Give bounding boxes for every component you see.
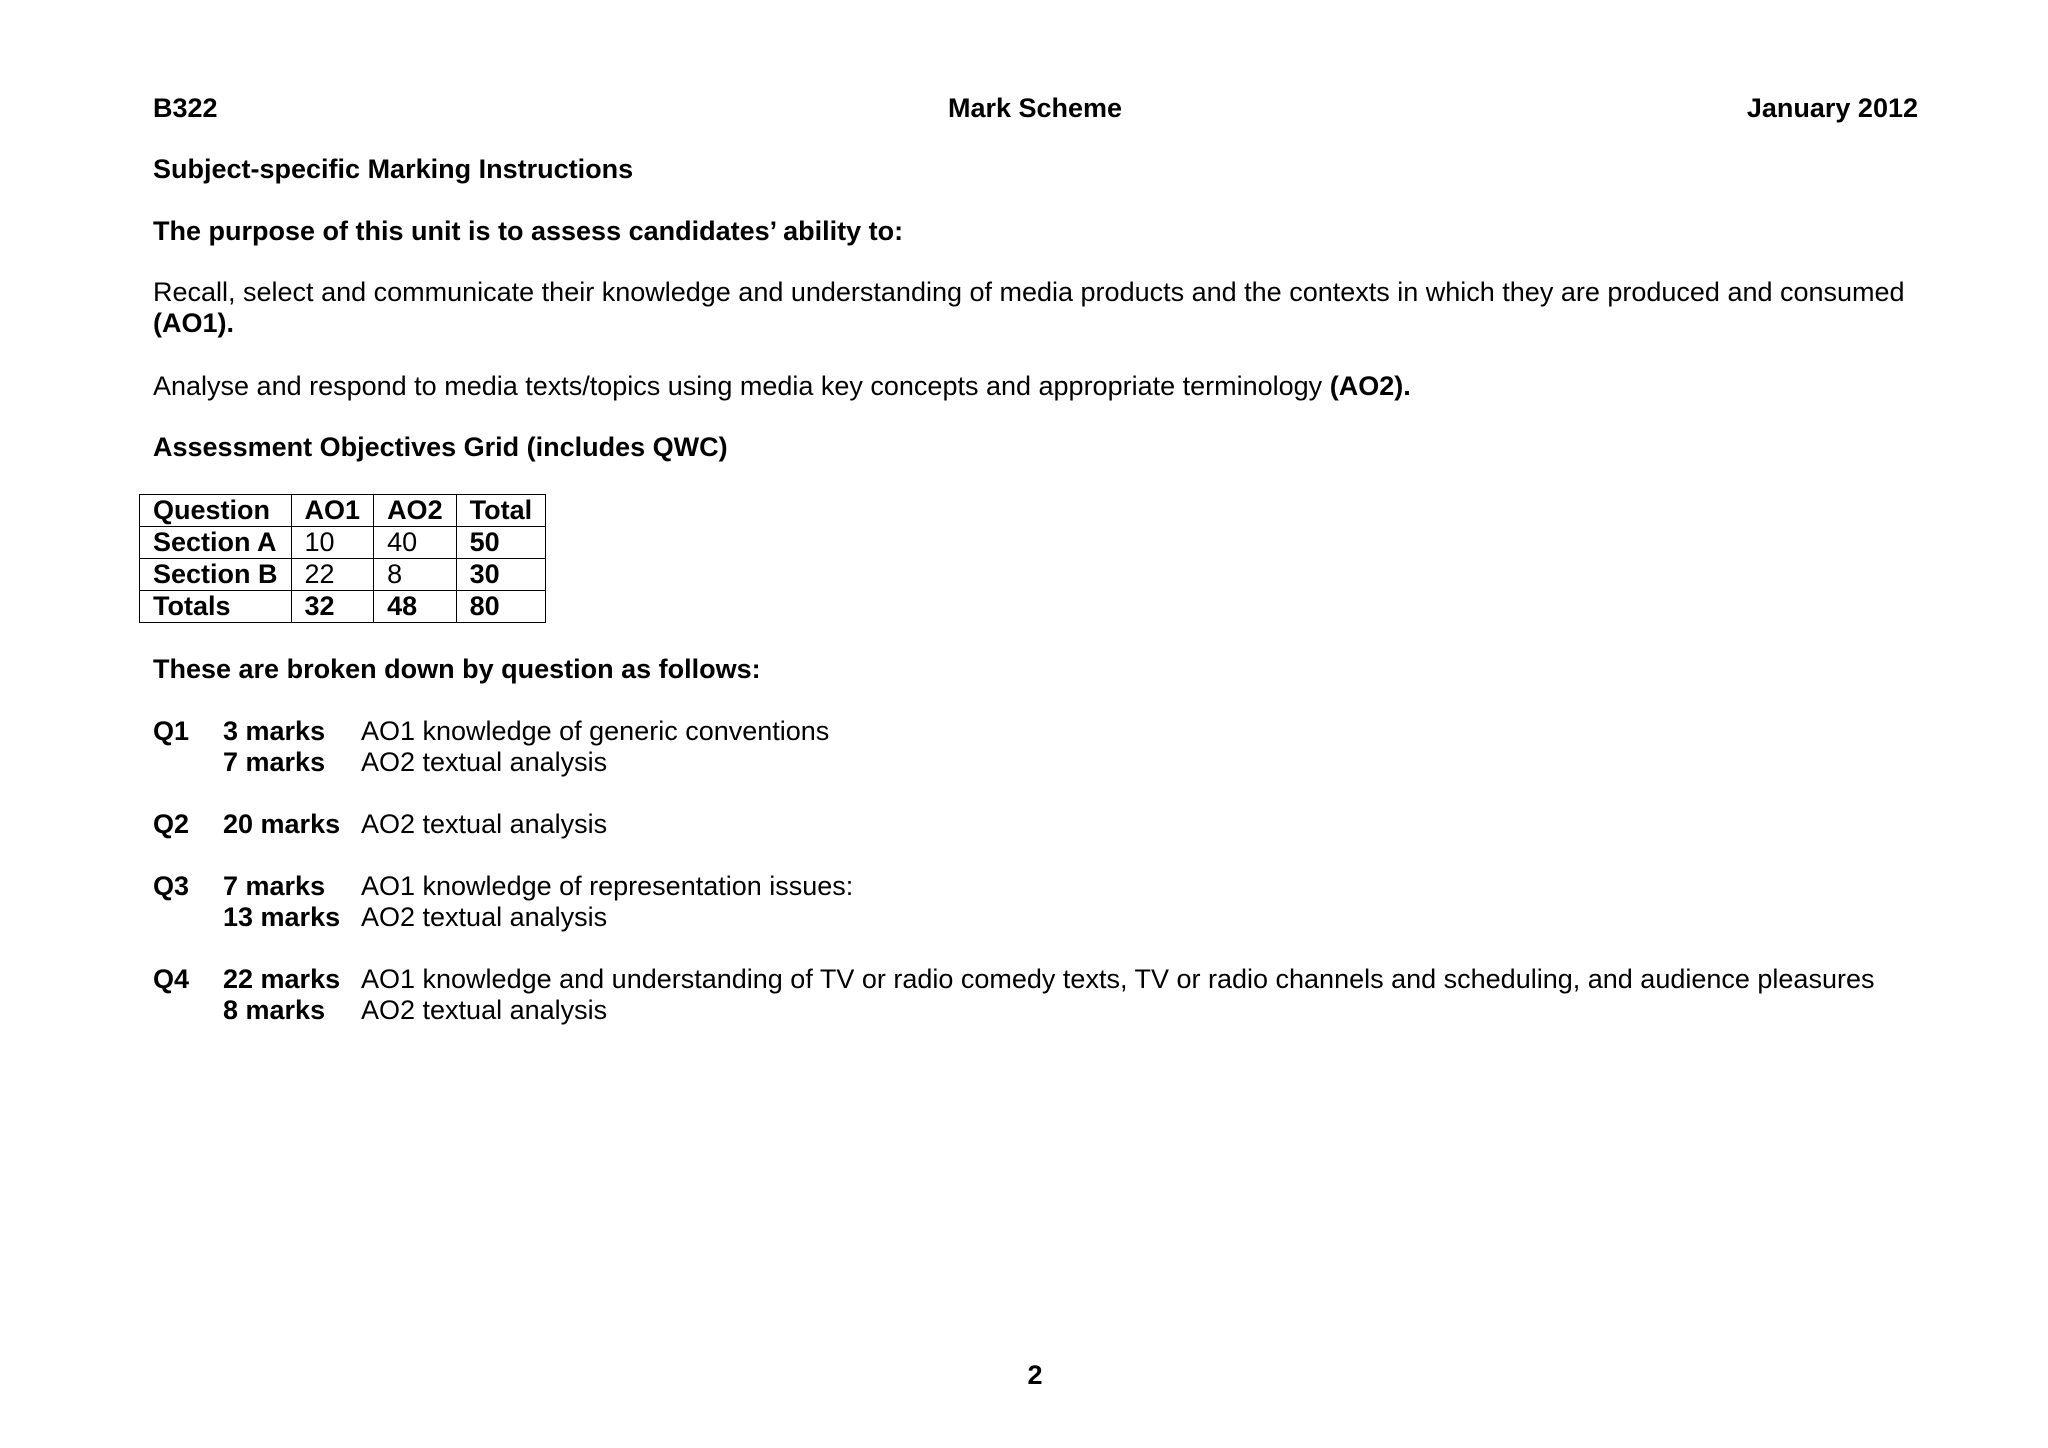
question-label: Q2	[153, 809, 190, 839]
grid-total-cell: 48	[374, 591, 457, 623]
grid-header-cell: AO2	[374, 495, 457, 527]
grid-total-cell: 32	[291, 591, 374, 623]
purpose-heading: The purpose of this unit is to assess candidates’ ability to:	[153, 216, 904, 246]
question-marks: 7 marks	[223, 747, 326, 777]
header-code: B322	[153, 93, 218, 123]
question-desc: AO2 textual analysis	[361, 809, 608, 839]
question-marks: 3 marks	[223, 716, 326, 746]
question-marks: 20 marks	[223, 809, 341, 839]
question-desc: AO2 textual analysis	[361, 995, 608, 1025]
question-label: Q1	[153, 716, 190, 746]
objective-ao2-code: (AO2).	[1329, 371, 1411, 401]
grid-row-section-b	[140, 559, 546, 591]
question-marks: 7 marks	[223, 871, 326, 901]
breakdown-heading: These are broken down by question as follows:	[153, 654, 761, 684]
grid-cell: 8	[374, 559, 457, 591]
grid-row-label: Section B	[140, 559, 292, 591]
grid-heading: Assessment Objectives Grid (includes QWC)	[153, 432, 728, 462]
grid-header-cell: Total	[456, 495, 546, 527]
grid-total-cell: 30	[456, 559, 546, 591]
header-date: January 2012	[1746, 93, 1918, 123]
page-number: 2	[1027, 1360, 1043, 1390]
objective-ao2-text: Analyse and respond to media texts/topics using media key concepts and appropriate terminology	[153, 371, 1323, 401]
grid-cell: 10	[291, 527, 374, 559]
header-title: Mark Scheme	[947, 93, 1123, 123]
question-marks: 13 marks	[223, 902, 341, 932]
question-desc: AO2 textual analysis	[361, 747, 608, 777]
question-marks: 22 marks	[223, 964, 341, 994]
grid-row-section-a	[140, 527, 546, 559]
question-desc: AO1 knowledge and understanding of TV or radio comedy texts, TV or radio channels and scheduling, and audience pleasures	[361, 964, 1875, 994]
objective-ao1-text: Recall, select and communicate their knowledge and understanding of media products and the contexts in which they are produced and consumed	[153, 277, 1905, 307]
objective-ao1-code: (AO1).	[153, 308, 234, 338]
objective-ao1	[153, 277, 1933, 339]
grid-header-row	[140, 495, 546, 527]
assessment-objectives-grid	[139, 494, 546, 623]
question-label: Q3	[153, 871, 190, 901]
subject-heading: Subject-specific Marking Instructions	[153, 154, 634, 184]
grid-cell: 22	[291, 559, 374, 591]
grid-header-cell: Question	[140, 495, 292, 527]
grid-row-label: Totals	[140, 591, 292, 623]
question-desc: AO1 knowledge of generic conventions	[361, 716, 830, 746]
grid-row-totals	[140, 591, 546, 623]
grid-total-cell: 80	[456, 591, 546, 623]
objective-ao2	[153, 371, 1411, 402]
grid-row-label: Section A	[140, 527, 292, 559]
question-desc: AO2 textual analysis	[361, 902, 608, 932]
question-desc: AO1 knowledge of representation issues:	[361, 871, 854, 901]
question-marks: 8 marks	[223, 995, 326, 1025]
grid-total-cell: 50	[456, 527, 546, 559]
grid-header-cell: AO1	[291, 495, 374, 527]
question-label: Q4	[153, 964, 190, 994]
grid-cell: 40	[374, 527, 457, 559]
